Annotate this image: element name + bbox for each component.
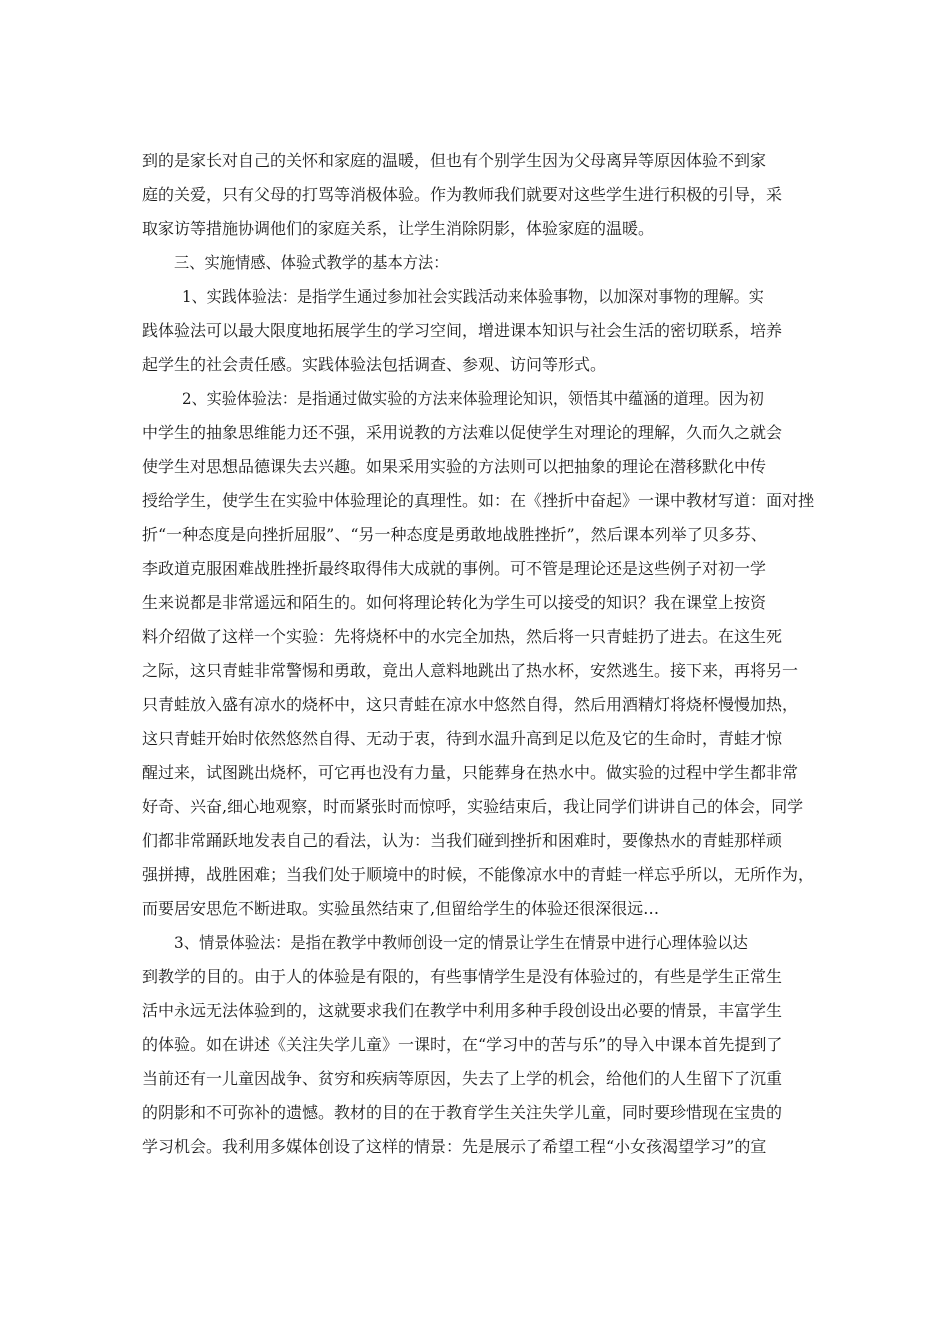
text-line: 好奇、兴奋,细心地观察，时而紧张时而惊呼，实验结束后，我让同学们讲讲自己的体会，同学	[142, 797, 804, 816]
text-line: 学习机会。我利用多媒体创设了这样的情景：先是展示了希望工程“小女孩渴望学习”的宣	[142, 1137, 767, 1156]
text-line: 之际，这只青蛙非常警惕和勇敢，竟出人意料地跳出了热水杯，安然逃生。接下来，再将另一	[142, 661, 799, 680]
text-line: 到的是家长对自己的关怀和家庭的温暖，但也有个别学生因为父母离异等原因体验不到家	[142, 151, 767, 170]
text-line: 取家访等措施协调他们的家庭关系，让学生消除阴影，体验家庭的温暖。	[142, 219, 655, 238]
text-line: 折“一种态度是向挫折屈服”、“另一种态度是勇敢地战胜挫折”，然后课本列举了贝多芬、	[142, 525, 767, 544]
section-heading: 三、实施情感、体验式教学的基本方法：	[174, 253, 449, 272]
text-line: 活中永远无法体验到的，这就要求我们在教学中利用多种手段创设出必要的情景，丰富学生	[142, 1001, 783, 1020]
text-line: 1、实践体验法：是指学生通过参加社会实践活动来体验事物，以加深对事物的理解。实	[182, 287, 764, 306]
text-line: 强拼搏，战胜困难；当我们处于顺境中的时候，不能像凉水中的青蛙一样忘乎所以，无所作为，	[142, 865, 815, 884]
text-line: 的体验。如在讲述《关注失学儿童》一课时，在“学习中的苦与乐”的导入中课本首先提到了	[142, 1035, 783, 1054]
text-line: 当前还有一儿童因战争、贫穷和疾病等原因，失去了上学的机会，给他们的人生留下了沉重	[142, 1069, 783, 1088]
text-line: 使学生对思想品德课失去兴趣。如果采用实验的方法则可以把抽象的理论在潜移默化中传	[142, 457, 767, 476]
text-line: 而要居安思危不断进取。实验虽然结束了,但留给学生的体验还很深很远…	[142, 899, 660, 918]
text-line: 庭的关爱，只有父母的打骂等消极体验。作为教师我们就要对这些学生进行积极的引导，采	[142, 185, 783, 204]
text-line: 授给学生，使学生在实验中体验理论的真理性。如：在《挫折中奋起》一课中教材写道：面对挫	[142, 491, 815, 510]
text-line: 醒过来，试图跳出烧杯，可它再也没有力量，只能葬身在热水中。做实验的过程中学生都非常	[142, 763, 799, 782]
text-line: 到教学的目的。由于人的体验是有限的，有些事情学生是没有体验过的，有些是学生正常生	[142, 967, 783, 986]
text-line: 生来说都是非常遥远和陌生的。如何将理论转化为学生可以接受的知识？我在课堂上按资	[142, 593, 767, 612]
text-line: 践体验法可以最大限度地拓展学生的学习空间，增进课本知识与社会生活的密切联系，培养	[142, 321, 783, 340]
text-line: 的阴影和不可弥补的遗憾。教材的目的在于教育学生关注失学儿童，同时要珍惜现在宝贵的	[142, 1103, 783, 1122]
text-line: 只青蛙放入盛有凉水的烧杯中，这只青蛙在凉水中悠然自得，然后用酒精灯将烧杯慢慢加热，	[142, 695, 799, 714]
text-line: 3、情景体验法：是指在教学中教师创设一定的情景让学生在情景中进行心理体验以达	[174, 933, 748, 952]
text-line: 起学生的社会责任感。实践体验法包括调查、参观、访问等形式。	[142, 355, 607, 374]
text-line: 2、实验体验法：是指通过做实验的方法来体验理论知识，领悟其中蕴涵的道理。因为初	[182, 389, 764, 408]
text-line: 们都非常踊跃地发表自己的看法，认为：当我们碰到挫折和困难时，要像热水的青蛙那样顽	[142, 831, 783, 850]
text-line: 李政道克服困难战胜挫折最终取得伟大成就的事例。可不管是理论还是这些例子对初一学	[142, 559, 767, 578]
text-line: 这只青蛙开始时依然悠然自得、无动于衷，待到水温升高到足以危及它的生命时，青蛙才惊	[142, 729, 783, 748]
text-line: 中学生的抽象思维能力还不强，采用说教的方法难以促使学生对理论的理解，久而久之就会	[142, 423, 783, 442]
text-line: 料介绍做了这样一个实验：先将烧杯中的水完全加热，然后将一只青蛙扔了进去。在这生死	[142, 627, 783, 646]
